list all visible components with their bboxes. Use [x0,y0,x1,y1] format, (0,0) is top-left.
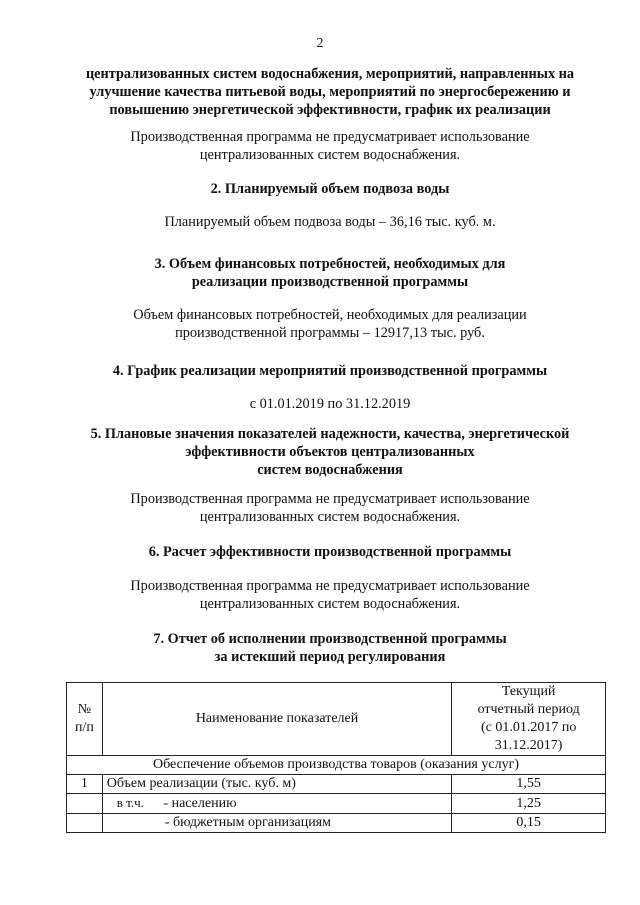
header-name-cell: Наименование показателей [102,683,452,756]
row-name [102,814,452,833]
heading-line: 7. Отчет об исполнении производственной программы [153,631,507,647]
table-row [67,814,606,833]
row-name-text: - бюджетным организациям [164,815,331,830]
row-name-text: - населению [163,796,237,811]
text-line: централизованных систем водоснабжения. [199,596,461,612]
header-text: п/п [74,720,94,735]
header-text: 31.12.2017) [494,738,563,753]
heading-line: реализации производственной программы [191,274,469,290]
text-line: Производственная программа не предусматривает использование [130,491,530,507]
text-line: Объем финансовых потребностей, необходимых для реализации [133,307,527,323]
heading-line: 3. Объем финансовых потребностей, необходимых для [154,256,506,272]
section6-heading: 6. Расчет эффективности производственной программы [148,544,512,560]
heading-line: централизованных систем водоснабжения, мероприятий, направленных на [85,66,575,82]
section4-heading: 4. График реализации мероприятий производственной программы [112,363,548,379]
header-text: (с 01.01.2017 по [480,720,577,735]
heading-line: систем водоснабжения [257,462,403,478]
table-header-row [67,683,606,756]
section4-text: с 01.01.2019 по 31.12.2019 [249,396,411,412]
text-line: централизованных систем водоснабжения. [199,147,461,163]
table-row [67,775,606,794]
row-num: 1 [67,775,103,794]
row-value: 1,25 [452,794,606,814]
section2-heading: 2. Планируемый объем подвоза воды [210,181,450,197]
table-group-row [67,756,606,775]
table-row [67,794,606,814]
heading-line: за истекший период регулирования [214,649,446,665]
section5-text [60,490,600,526]
heading-line: повышению энергетической эффективности, график их реализации [109,102,551,118]
row-name [102,794,452,814]
row-name: Объем реализации (тыс. куб. м) [102,775,452,794]
header-num-cell [67,683,103,756]
header-period-cell [452,683,606,756]
section6-text [60,577,600,613]
section2-text: Планируемый объем подвоза воды – 36,16 тыс. куб. м. [164,214,496,230]
text-line: централизованных систем водоснабжения. [199,509,461,525]
text-line: производственной программы – 12917,13 тыс. руб. [175,325,485,341]
header-text: Текущий [501,684,556,699]
section5-heading [60,425,600,479]
row-num [67,794,103,814]
report-table [66,682,606,833]
section7-heading [60,630,600,666]
header-text: № [77,702,92,717]
heading-line: 5. Плановые значения показателей надежности, качества, энергетической [90,426,570,442]
row-value: 1,55 [452,775,606,794]
row-num [67,814,103,833]
section3-heading [60,255,600,291]
text-line: Производственная программа не предусматривает использование [130,578,530,594]
section1-heading [60,65,600,119]
section3-text [60,306,600,342]
row-prefix: в т.ч. [116,795,144,810]
heading-line: эффективности объектов централизованных [185,444,475,460]
text-line: Производственная программа не предусматривает использование [130,129,530,145]
heading-line: улучшение качества питьевой воды, мероприятий по энергосбережению и [89,84,571,100]
row-value: 0,15 [452,814,606,833]
section1-text [60,128,600,164]
group-cell: Обеспечение объемов производства товаров (оказания услуг) [67,756,606,775]
header-text: отчетный период [477,702,580,717]
page-number: 2 [316,36,324,51]
